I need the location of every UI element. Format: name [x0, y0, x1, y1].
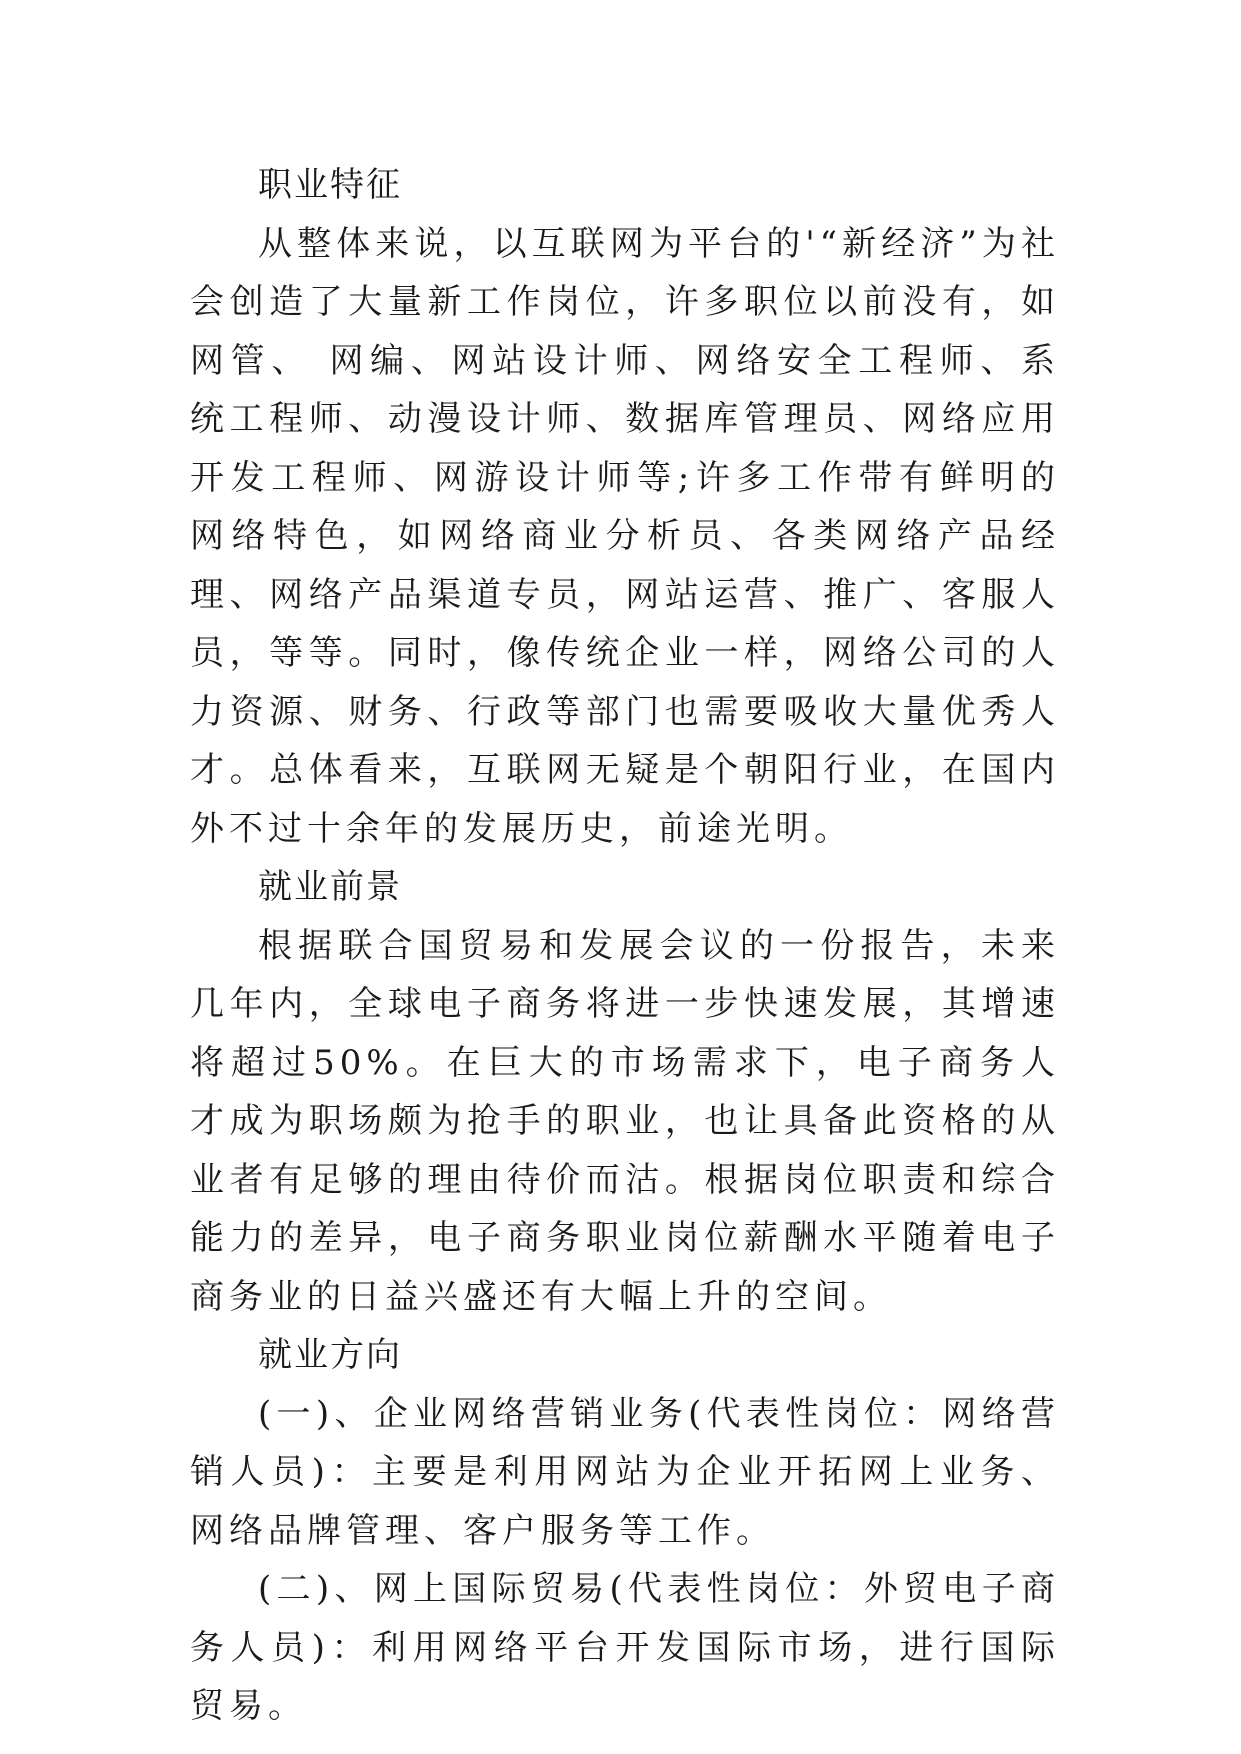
paragraph-employment-prospects: 根据联合国贸易和发展会议的一份报告，未来几年内，全球电子商务将进一步快速发展，其增速将超过50%。在巨大的市场需求下，电子商务人才成为职场颇为抢手的职业，也让具备此资格的从业者有足够的理由待价而沽。根据岗位职责和综合能力的差异，电子商务职业岗位薪酬水平随着电子商务业的日益兴盛还有大幅上升的空间。 — [190, 925, 1060, 1317]
paragraph-direction-item-1: (一)、企业网络营销业务(代表性岗位：网络营销人员)：主要是利用网站为企业开拓网上业务、网络品牌管理、客户服务等工作。 — [190, 1393, 1060, 1551]
document-body — [190, 156, 1060, 1736]
section-heading-career-traits: 职业特征 — [258, 165, 402, 205]
paragraph-career-traits: 从整体来说，以互联网为平台的'“新经济”为社会创造了大量新工作岗位，许多职位以前没有，如网管、 网编、网站设计师、网络安全工程师、系统工程师、动漫设计师、数据库管理员、网络应用开发工程师、网游设计师等;许多工作带有鲜明的网络特色，如网络商业分析员、各类网络产品经理、网络产品渠道专员，网站运营、推广、客服人员，等等。同时，像传统企业一样，网络公司的人力资源、财务、行政等部门也需要吸收大量优秀人才。总体看来，互联网无疑是个朝阳行业，在国内外不过十余年的发展历史，前途光明。 — [190, 223, 1060, 849]
section-heading-employment-directions: 就业方向 — [258, 1335, 402, 1375]
paragraph-direction-item-2: (二)、网上国际贸易(代表性岗位：外贸电子商务人员)：利用网络平台开发国际市场，进行国际贸易。 — [190, 1569, 1060, 1726]
section-heading-employment-prospects: 就业前景 — [258, 867, 402, 907]
